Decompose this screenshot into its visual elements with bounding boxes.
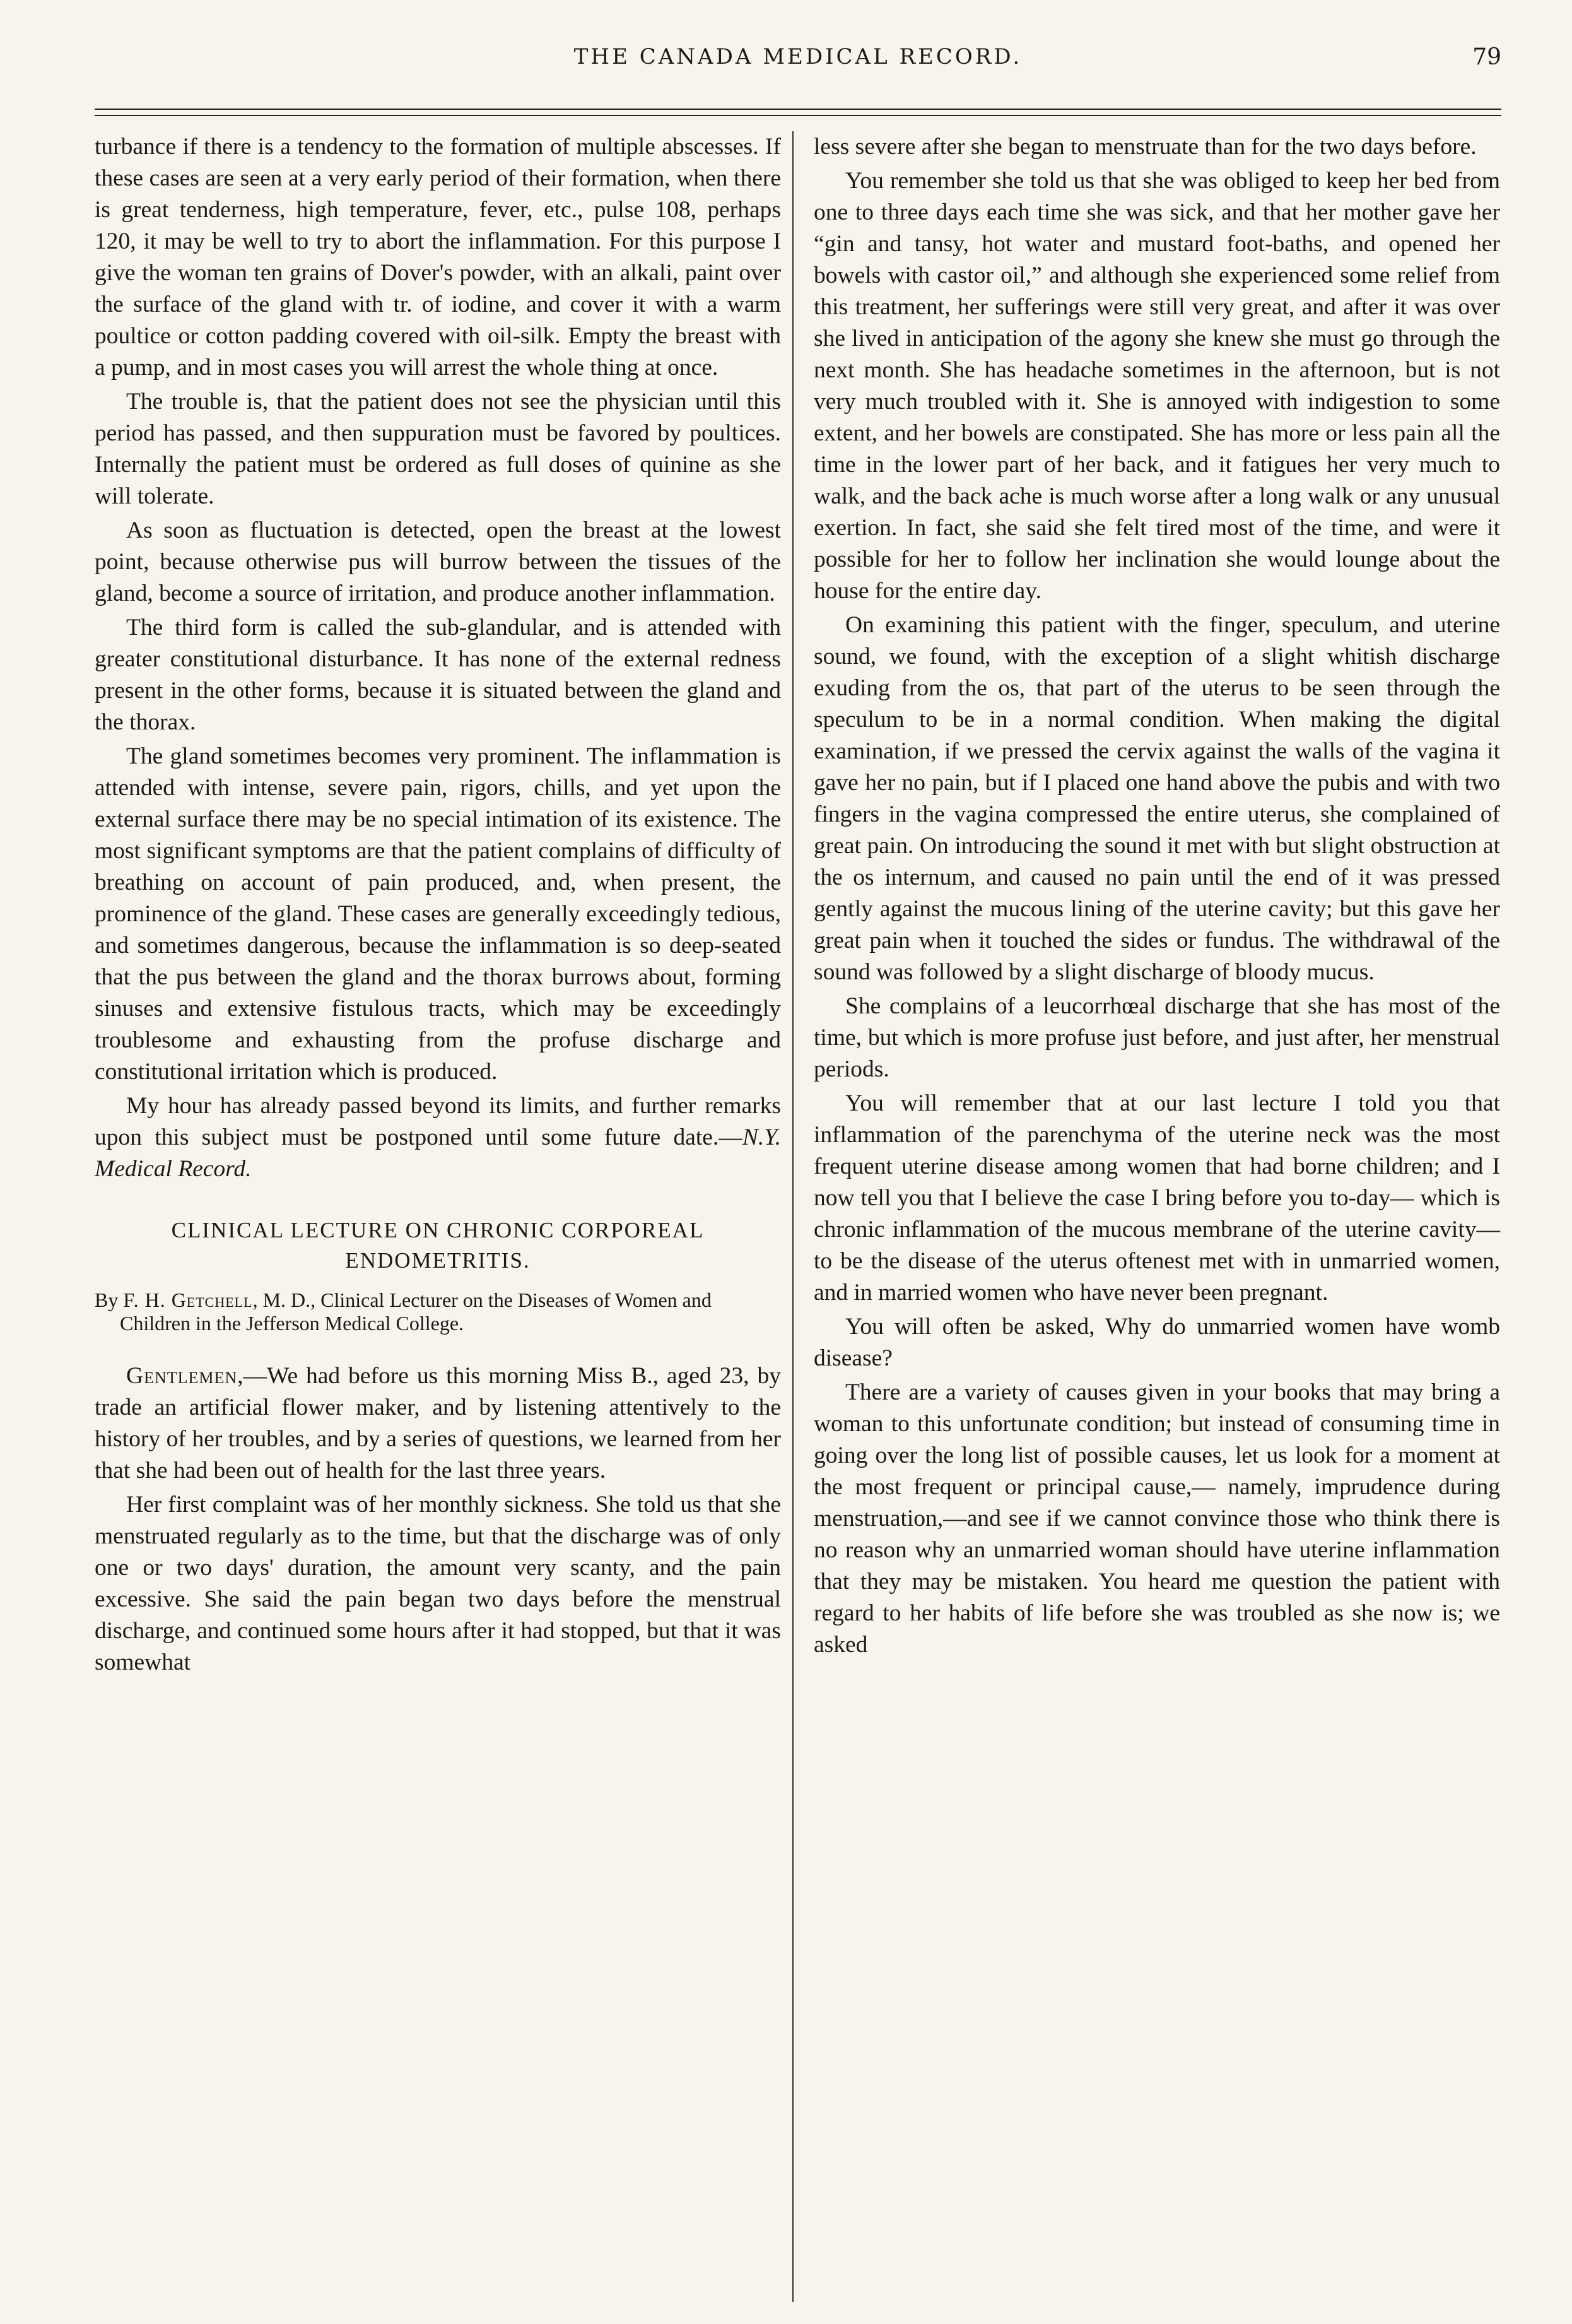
paragraph: She complains of a leucorrhœal discharge that she has most of the time, but which is more profuse just before, and just after, her menstrual periods. — [814, 993, 1500, 1082]
paragraph: Her first complaint was of her monthly sickness. She told us that she menstruated regularly as to the time, but that the discharge was of only one or two days' duration, the amount very scanty, and the pain excessive. She said the pain began two days before the menstrual discharge, and continued some hours after it had stopped, but that it was somewhat — [95, 1492, 781, 1675]
column-divider — [792, 131, 794, 2302]
author-credentials: , M. D., Clinical Lecturer on the Diseases of Women and Children in the Jefferson Medical College. — [120, 1289, 712, 1335]
paragraph: less severe after she began to menstruate than for the two days before. — [814, 134, 1477, 160]
paragraph: You will remember that at our last lecture I told you that inflammation of the parenchyma of the uterine neck was the most frequent uterine disease among women that had borne children; and I now tell you that I believe the case I bring before you to-day— which is chronic inflammation of the mucous membrane of the uterine cavity— to be the disease of the uterus oftenest met with in unmarried women, and in married women who have never been pregnant. — [814, 1090, 1500, 1306]
byline-by: By — [95, 1289, 119, 1311]
paragraph: You will often be asked, Why do unmarried women have womb disease? — [814, 1314, 1500, 1371]
paragraph — [95, 1360, 781, 1487]
left-column — [95, 131, 781, 1681]
paragraph-text: ,—We had before us this morning Miss B., aged 23, by trade an artificial flower maker, and by listening attentively to the history of her troubles, and by a series of questions, we learned from her that she had been out of health for the last three years. — [95, 1363, 781, 1483]
paragraph: As soon as fluctuation is detected, open the breast at the lowest point, because otherwise pus will burrow between the tissues of the gland, become a source of irritation, and produce another inflammation. — [95, 517, 781, 606]
running-title: THE CANADA MEDICAL RECORD. — [573, 44, 1023, 69]
paragraph: There are a variety of causes given in your books that may bring a woman to this unfortunate condition; but instead of consuming time in going over the long list of possible causes, let us look for a moment at the most frequent or principal cause,— namely, imprudence during menstruation,—and see if we cannot convince those who think there is no reason why an unmarried woman should have uterine inflammation that they may be mistaken. You heard me question the patient with regard to her habits of life before she was troubled as she now is; we asked — [814, 1379, 1500, 1658]
byline — [95, 1289, 781, 1335]
paragraph: turbance if there is a tendency to the formation of multiple abscesses. If these cases are seen at a very early period of their formation, when there is great tenderness, high temperature, fever, etc., pulse 108, perhaps 120, it may be well to try to abort the inflammation. For this purpose I give the woman ten grains of Dover's powder, with an alkali, paint over the surface of the gland with tr. of iodine, and cover it with a warm poultice or cotton padding covered with oil-silk. Empty the breast with a pump, and in most cases you will arrest the whole thing at once. — [95, 134, 781, 380]
article-heading: CLINICAL LECTURE ON CHRONIC CORPOREAL ENDOMETRITIS. — [171, 1218, 705, 1273]
paragraph-text: My hour has already passed beyond its limits, and further remarks upon this subject must be postponed until some future date.— — [95, 1093, 781, 1150]
paragraph: On examining this patient with the finger, speculum, and uterine sound, we found, with the exception of a slight whitish discharge exuding from the os, that part of the uterus to be seen through the speculum to be in a normal condition. When making the digital examination, if we pressed the cervix against the walls of the vagina it gave her no pain, but if I placed one hand above the pubis and with two fingers in the vagina compressed the entire uterus, she complained of great pain. On introducing the sound it met with but slight obstruction at the os internum, and caused no pain until the end of it was pressed gently against the mucous lining of the uterine cavity; but this gave her great pain when it touched the sides or fundus. The withdrawal of the sound was followed by a slight discharge of bloody mucus. — [814, 612, 1500, 985]
paragraph: The trouble is, that the patient does not see the physician until this period has passed, and then suppuration must be favored by poultices. Internally the patient must be ordered as full doses of quinine as she will tolerate. — [95, 389, 781, 509]
page-number: 79 — [1472, 44, 1501, 70]
right-column — [814, 131, 1500, 1663]
paragraph — [95, 1090, 781, 1185]
author-name: F. H. Getchell — [123, 1289, 253, 1311]
page-header — [95, 44, 1501, 95]
paragraph: You remember she told us that she was obliged to keep her bed from one to three days each time she was sick, and that her mother gave her “gin and tansy, hot water and mustard foot-baths, and opened her bowels with castor oil,” and although she experienced some relief from this treatment, her sufferings were still very great, and after it was over she lived in anticipation of the agony she knew she must go through the next month. She has headache sometimes in the afternoon, but is not very much troubled with it. She is annoyed with indigestion to some extent, and her bowels are constipated. She has more or less pain all the time in the lower part of her back, and it fatigues her very much to walk, and the back ache is much worse after a long walk or any unusual exertion. In fact, she said she felt tired most of the time, and were it possible for her to follow her inclination she would lounge about the house for the entire day. — [814, 168, 1500, 604]
header-rule — [95, 109, 1501, 110]
header-rule-double — [95, 115, 1501, 116]
citation: N.Y. Medical Record. — [95, 1124, 781, 1182]
paragraph: The gland sometimes becomes very prominent. The inflammation is attended with intense, severe pain, rigors, chills, and yet upon the external surface there may be no special intimation of its existence. The most significant symptoms are that the patient complains of difficulty of breathing on account of pain produced, and, when present, the prominence of the gland. These cases are generally exceedingly tedious, and sometimes dangerous, because the inflammation is so deep-seated that the pus between the gland and the thorax burrows about, forming sinuses and extensive fistulous tracts, which may be exceedingly troublesome and exhausting from the profuse discharge and constitutional irritation which is produced. — [95, 743, 781, 1085]
salutation: Gentlemen — [126, 1363, 238, 1389]
paragraph: The third form is called the sub-glandular, and is attended with greater constitutional disturbance. It has none of the external redness present in the other forms, because it is situated between the gland and the thorax. — [95, 615, 781, 735]
